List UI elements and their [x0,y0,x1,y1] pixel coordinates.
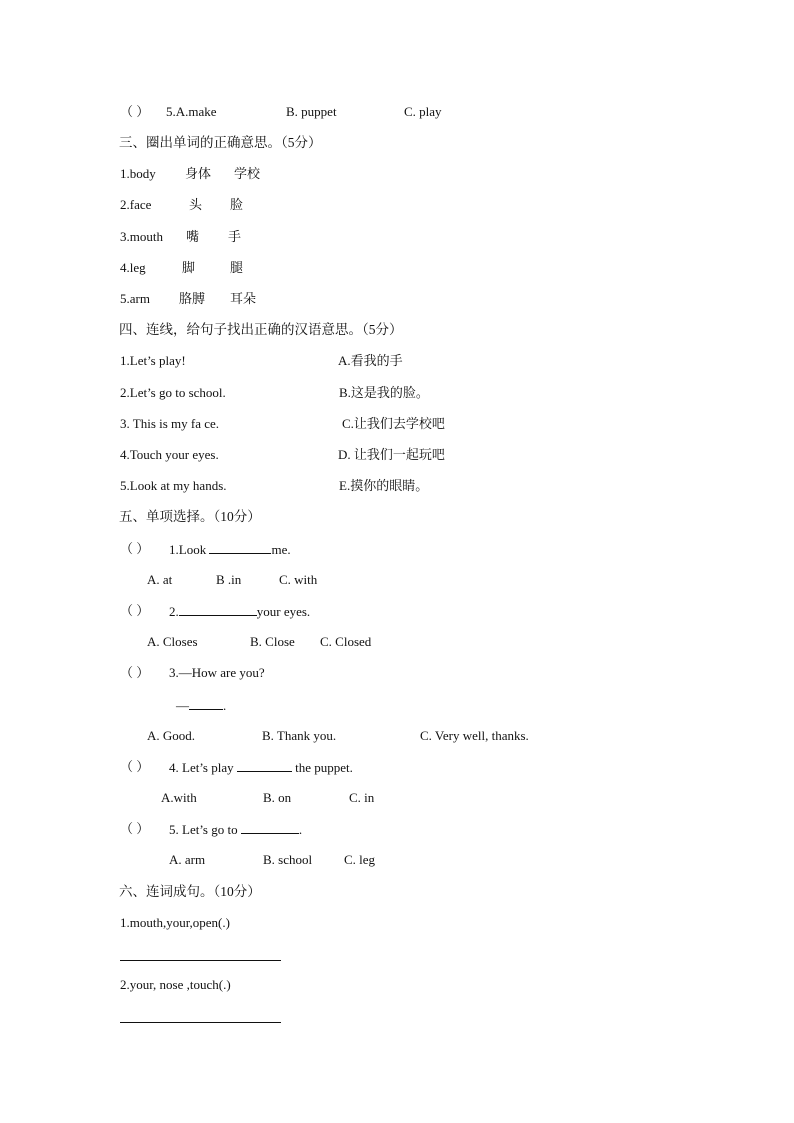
word-order-question-2: 2.your, nose ,touch(.) [120,977,231,992]
section-heading-6: 六、连词成句。（10分） [119,884,261,899]
option-2: 手 [228,229,242,244]
dash: — [176,698,189,713]
option-b: B .in [216,572,242,587]
option-1: 脚 [182,260,196,275]
english-sentence: 3. This is my fa ce. [120,416,220,431]
question-1 [169,541,291,558]
option-b: B. on [263,790,292,805]
answer-blank[interactable] [241,821,299,834]
option-1: 胳膊 [179,291,206,306]
answer-line [176,697,226,714]
option-2: 腿 [230,260,244,275]
paren: （ ） [120,104,150,119]
question-stem: . [298,822,303,837]
option-c: C. with [279,572,318,587]
question-4 [169,759,353,776]
word: 4.leg [120,260,146,275]
answer-blank[interactable] [189,697,223,710]
paren: （ ） [120,541,150,556]
question-2 [169,603,310,620]
question-stem: 2. [169,604,179,619]
option-b: B. Thank you. [262,728,337,743]
option-2: 脸 [230,197,244,212]
option-1: 头 [189,197,203,212]
option-c: C. play [404,104,442,119]
paren: （ ） [120,603,150,618]
question-stem: me. [271,542,291,557]
answer-line-2[interactable] [120,1022,281,1023]
paren: （ ） [120,821,150,836]
paren: （ ） [120,759,150,774]
question-stem: 1.Look [169,542,210,557]
word: 3.mouth [120,229,163,244]
question-stem: the puppet. [291,760,353,775]
option-c: C. in [349,790,375,805]
section-heading-4: 四、连线，给句子找出正确的汉语意思。（5分） [119,322,403,337]
answer-blank[interactable] [209,541,271,554]
english-sentence: 5.Look at my hands. [120,478,227,493]
chinese-meaning: D. 让我们一起玩吧 [338,447,445,462]
question-stem: 5.A.make [166,104,217,119]
chinese-meaning: B.这是我的脸。 [339,385,429,400]
chinese-meaning: C.让我们去学校吧 [342,416,445,431]
period: . [223,698,227,713]
question-5 [169,821,302,838]
chinese-meaning: A.看我的手 [338,353,403,368]
option-c: C. Closed [320,634,372,649]
option-1: 嘴 [186,229,200,244]
option-a: A. at [147,572,173,587]
option-b: B. puppet [286,104,337,119]
english-sentence: 4.Touch your eyes. [120,447,219,462]
english-sentence: 1.Let’s play! [120,353,186,368]
option-b: B. school [263,852,313,867]
answer-blank[interactable] [179,603,257,616]
word: 5.arm [120,291,150,306]
option-c: C. Very well, thanks. [420,728,529,743]
option-1: 身体 [185,166,212,181]
option-a: A. Good. [147,728,196,743]
option-2: 学校 [234,166,261,181]
chinese-meaning: E.摸你的眼睛。 [339,478,429,493]
word: 1.body [120,166,156,181]
paren: （ ） [120,665,150,680]
option-2: 耳朵 [230,291,257,306]
english-sentence: 2.Let’s go to school. [120,385,226,400]
section-heading-5: 五、单项选择。（10分） [119,509,261,524]
option-a: A.with [161,790,197,805]
word-order-question-1: 1.mouth,your,open(.) [120,915,230,930]
word: 2.face [120,197,152,212]
question-stem: 3.—How are you? [169,665,265,680]
section-heading-3: 三、圈出单词的正确意思。（5分） [119,135,322,150]
question-stem: 5. Let’s go to [169,822,241,837]
question-stem: 4. Let’s play [169,760,237,775]
option-a: A. Closes [147,634,198,649]
option-c: C. leg [344,852,376,867]
option-b: B. Close [250,634,295,649]
question-stem: your eyes. [256,604,311,619]
answer-line-1[interactable] [120,960,281,961]
option-a: A. arm [169,852,206,867]
answer-blank[interactable] [237,759,292,772]
